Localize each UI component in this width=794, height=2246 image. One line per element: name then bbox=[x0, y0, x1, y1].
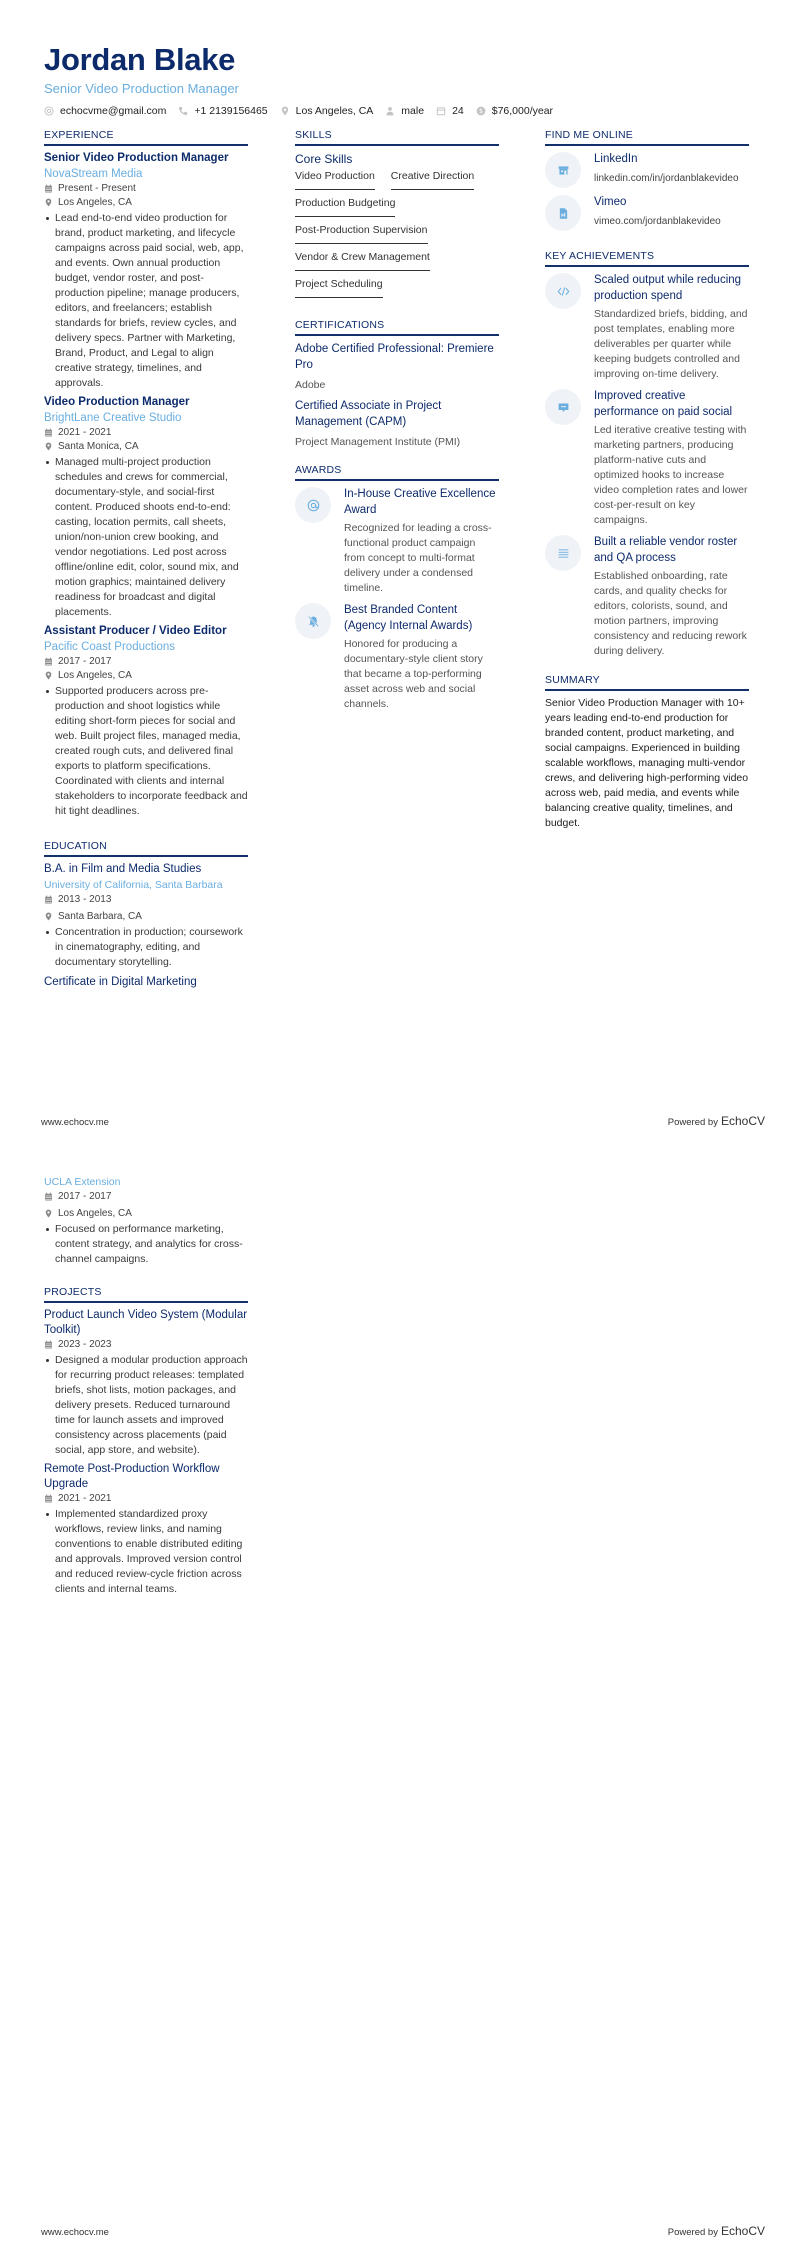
map-pin-icon bbox=[280, 106, 290, 116]
school-location bbox=[44, 1207, 248, 1221]
experience-entry bbox=[44, 624, 248, 819]
achievement-title: Built a reliable vendor roster and QA process bbox=[594, 536, 738, 564]
date-text: 2021 - 2021 bbox=[58, 1493, 112, 1504]
contact-salary bbox=[476, 104, 553, 118]
comment-icon bbox=[545, 389, 581, 425]
achievement-description: Led iterative creative testing with marketing partners, producing platform-native cuts and optimized hooks to increase video completion rates and lower cost-per-result on key campaigns. bbox=[594, 424, 748, 526]
date-range bbox=[44, 1190, 248, 1204]
section-title: FIND ME ONLINE bbox=[545, 128, 749, 146]
job-bullets bbox=[44, 684, 248, 819]
project-entry bbox=[44, 1462, 248, 1597]
education-bullets bbox=[44, 1222, 248, 1267]
achievement-title: Scaled output while reducing production spend bbox=[594, 274, 742, 302]
calendar-icon bbox=[44, 895, 54, 905]
achievement-entry bbox=[545, 388, 749, 528]
achievement-description: Standardized briefs, bidding, and post templates, enabling more deliverables per quarter while keeping budgets controlled and improving on-time delivery. bbox=[594, 308, 748, 380]
project-name: Remote Post-Production Workflow Upgrade bbox=[44, 1463, 220, 1490]
user-icon bbox=[385, 106, 395, 116]
at-sign-icon bbox=[44, 106, 54, 116]
bullet-item: Lead end-to-end video production for brand, product marketing, and lifecycle campaigns across paid social, web, app, and events. Own annual production budget, vendor roster, and post-production pipeline; manage producers, editors, and freelancers; establish standards for briefs, review cycles, and delivery specs. Partner with Marketing, Brand, Product, and Legal to align creative strategy, timelines, and approvals. bbox=[44, 211, 248, 391]
achievement-entry bbox=[545, 534, 749, 659]
date-range bbox=[44, 1338, 248, 1352]
bullet-item: Designed a modular production approach for recurring product releases: templated briefs, shot lists, motion packages, and delivery presets. Reduced turnaround time for launch assets and improved consistency across placements (paid social, app store, and website). bbox=[44, 1353, 248, 1458]
job-location bbox=[44, 440, 248, 454]
date-text: 2017 - 2017 bbox=[58, 656, 112, 667]
achievement-title: Improved creative performance on paid social bbox=[594, 390, 733, 418]
job-title: Assistant Producer / Video Editor bbox=[44, 625, 227, 637]
project-bullets bbox=[44, 1507, 248, 1597]
date-text: 2021 - 2021 bbox=[58, 427, 112, 438]
section-title: AWARDS bbox=[295, 463, 499, 481]
page-footer bbox=[41, 2224, 765, 2238]
bullet-item: Focused on performance marketing, content strategy, and analytics for cross-channel campaigns. bbox=[44, 1222, 248, 1267]
contact-age bbox=[436, 104, 464, 118]
phone-text: +1 2139156465 bbox=[194, 105, 268, 117]
resume-page-2 bbox=[0, 1123, 794, 2246]
summary-section bbox=[545, 673, 749, 831]
calendar-icon bbox=[44, 428, 54, 438]
company-name: NovaStream Media bbox=[44, 168, 143, 180]
email-text: echocvme@gmail.com bbox=[60, 105, 167, 117]
award-name: In-House Creative Excellence Award bbox=[344, 488, 496, 516]
skill-tag: Vendor & Crew Management bbox=[295, 250, 430, 271]
experience-entry bbox=[44, 151, 248, 391]
job-title: Video Production Manager bbox=[44, 396, 190, 408]
school-name: UCLA Extension bbox=[44, 1176, 121, 1188]
date-text: Present - Present bbox=[58, 183, 136, 194]
skills-list bbox=[295, 169, 499, 304]
certification-name: Certified Associate in Project Management (CAPM) bbox=[295, 400, 442, 428]
online-profile-entry[interactable] bbox=[545, 151, 749, 188]
skill-tag: Project Scheduling bbox=[295, 277, 383, 298]
location-text: Los Angeles, CA bbox=[58, 670, 132, 681]
education-entry-continued bbox=[44, 1174, 248, 1267]
achievement-description: Established onboarding, rate cards, and quality checks for editors, colorists, sound, and motion partners, improving consistency and reducing rework during delivery. bbox=[594, 570, 747, 657]
skill-tag: Creative Direction bbox=[391, 169, 474, 190]
map-pin-icon bbox=[44, 442, 54, 452]
certification-issuer: Adobe bbox=[295, 379, 326, 391]
calendar-icon bbox=[436, 106, 446, 116]
candidate-headline: Senior Video Production Manager bbox=[44, 81, 239, 96]
contact-gender bbox=[385, 104, 424, 118]
education-bullets bbox=[44, 925, 248, 970]
file-icon bbox=[545, 195, 581, 231]
award-description: Honored for producing a documentary-style client story that became a top-performing asset across web and social channels. bbox=[344, 638, 483, 710]
job-location bbox=[44, 669, 248, 683]
section-title: SUMMARY bbox=[545, 673, 749, 691]
contact-email[interactable] bbox=[44, 104, 166, 118]
calendar-icon bbox=[44, 1494, 54, 1504]
bullet-item: Implemented standardized proxy workflows, review links, and naming conventions to enable distributed editing and approvals. Improved version control and reduced review-cycle friction across clients and internal teams. bbox=[44, 1507, 248, 1597]
right-column bbox=[545, 128, 749, 845]
left-column bbox=[44, 128, 248, 1004]
resume-header bbox=[44, 42, 565, 118]
company-name: BrightLane Creative Studio bbox=[44, 412, 182, 424]
date-range bbox=[44, 426, 248, 440]
job-location bbox=[44, 196, 248, 210]
project-name: Product Launch Video System (Modular Toolkit) bbox=[44, 1309, 248, 1336]
list-icon bbox=[545, 535, 581, 571]
left-column-continued bbox=[44, 1174, 248, 1611]
footer-site-link[interactable]: www.echocv.me bbox=[41, 2227, 109, 2238]
date-range bbox=[44, 1492, 248, 1506]
experience-section bbox=[44, 128, 248, 819]
award-entry bbox=[295, 486, 499, 596]
candidate-name: Jordan Blake bbox=[44, 42, 236, 77]
job-bullets bbox=[44, 211, 248, 391]
job-bullets bbox=[44, 455, 248, 620]
skill-tag: Production Budgeting bbox=[295, 196, 395, 217]
school-name: University of California, Santa Barbara bbox=[44, 879, 223, 891]
store-icon bbox=[545, 152, 581, 188]
location-text: Santa Monica, CA bbox=[58, 441, 139, 452]
company-name: Pacific Coast Productions bbox=[44, 641, 176, 653]
section-title: SKILLS bbox=[295, 128, 499, 146]
svg-text:$: $ bbox=[478, 108, 483, 116]
bullet-item: Concentration in production; coursework in cinematography, editing, and documentary storytelling. bbox=[44, 925, 248, 970]
project-bullets bbox=[44, 1353, 248, 1458]
powered-by bbox=[668, 2224, 765, 2238]
profile-url[interactable]: linkedin.com/in/jordanblakevideo bbox=[594, 173, 739, 184]
certifications-section bbox=[295, 318, 499, 449]
section-title: EXPERIENCE bbox=[44, 128, 248, 146]
certification-issuer: Project Management Institute (PMI) bbox=[295, 436, 461, 448]
award-description: Recognized for leading a cross-functional product campaign from concept to multi-format delivery under a condensed timeline. bbox=[344, 522, 492, 594]
map-pin-icon bbox=[44, 198, 54, 208]
education-section bbox=[44, 839, 248, 990]
school-location bbox=[44, 910, 248, 924]
code-icon bbox=[545, 273, 581, 309]
achievement-entry bbox=[545, 272, 749, 382]
contact-phone[interactable] bbox=[178, 104, 267, 118]
online-profile-entry[interactable] bbox=[545, 194, 749, 231]
footer-site-link[interactable]: www.echocv.me bbox=[41, 1117, 109, 1128]
projects-section bbox=[44, 1285, 248, 1597]
phone-icon bbox=[178, 106, 188, 116]
age-text: 24 bbox=[452, 105, 464, 117]
profile-site-name: Vimeo bbox=[594, 196, 627, 208]
certification-name: Adobe Certified Professional: Premiere Pro bbox=[295, 343, 494, 371]
section-title: PROJECTS bbox=[44, 1285, 248, 1303]
map-pin-icon bbox=[44, 1209, 54, 1219]
at-sign-icon bbox=[295, 487, 331, 523]
award-entry bbox=[295, 602, 499, 712]
location-text: Los Angeles, CA bbox=[295, 105, 374, 117]
bullet-item: Supported producers across pre-production and shoot logistics while editing short-form pieces for social and web. Built project files, managed media, created rough cuts, and delivered final exports to platform specifications. Coordinated with clients and internal stakeholders to incorporate feedback and hit tight deadlines. bbox=[44, 684, 248, 819]
bell-slash-icon bbox=[295, 603, 331, 639]
section-title: CERTIFICATIONS bbox=[295, 318, 499, 336]
calendar-icon bbox=[44, 657, 54, 667]
profile-site-name: LinkedIn bbox=[594, 153, 638, 165]
location-text: Los Angeles, CA bbox=[58, 1208, 132, 1219]
map-pin-icon bbox=[44, 671, 54, 681]
contact-row bbox=[44, 104, 565, 118]
skill-group-title: Core Skills bbox=[295, 152, 353, 166]
achievements-section bbox=[545, 249, 749, 659]
brand-link[interactable]: EchoCV bbox=[720, 2224, 765, 2238]
calendar-icon bbox=[44, 1340, 54, 1350]
date-range bbox=[44, 893, 248, 907]
online-section bbox=[545, 128, 749, 231]
awards-section bbox=[295, 463, 499, 712]
dollar-circle-icon bbox=[476, 106, 486, 116]
degree-title: Certificate in Digital Marketing bbox=[44, 976, 197, 988]
calendar-icon bbox=[44, 184, 54, 194]
calendar-icon bbox=[44, 1192, 54, 1202]
map-pin-icon bbox=[44, 912, 54, 922]
skills-section bbox=[295, 128, 499, 304]
location-text: Los Angeles, CA bbox=[58, 197, 132, 208]
award-name: Best Branded Content (Agency Internal Awards) bbox=[344, 604, 473, 632]
skill-tag: Post-Production Supervision bbox=[295, 223, 428, 244]
experience-entry bbox=[44, 395, 248, 620]
contact-location bbox=[280, 104, 374, 118]
bullet-item: Managed multi-project production schedules and crews for commercial, documentary-style, and social-first content. Produced shoots end-to-end: casting, location permits, call sheets, union/non-union crew booking, and vendor negotiations. Led post across offline/online edit, color, sound mix, and motion graphics; maintained delivery readiness for broadcast and digital placements. bbox=[44, 455, 248, 620]
degree-title: B.A. in Film and Media Studies bbox=[44, 863, 202, 875]
brand-link[interactable]: EchoCV bbox=[720, 1114, 765, 1128]
salary-text: $76,000/year bbox=[491, 105, 554, 117]
date-text: 2013 - 2013 bbox=[58, 894, 112, 905]
date-range bbox=[44, 182, 248, 196]
middle-column bbox=[295, 128, 499, 726]
powered-by-label: Powered by bbox=[667, 2227, 718, 2238]
location-text: Santa Barbara, CA bbox=[58, 911, 142, 922]
date-range bbox=[44, 655, 248, 669]
education-entry bbox=[44, 862, 248, 970]
gender-text: male bbox=[401, 105, 425, 117]
date-text: 2023 - 2023 bbox=[58, 1339, 112, 1350]
date-text: 2017 - 2017 bbox=[58, 1191, 112, 1202]
powered-by-label: Powered by bbox=[667, 1117, 718, 1128]
profile-url[interactable]: vimeo.com/jordanblakevideo bbox=[594, 216, 721, 227]
section-title: KEY ACHIEVEMENTS bbox=[545, 249, 749, 267]
job-title: Senior Video Production Manager bbox=[44, 152, 229, 164]
project-entry bbox=[44, 1308, 248, 1458]
skill-tag: Video Production bbox=[295, 169, 375, 190]
summary-text: Senior Video Production Manager with 10+ years leading end-to-end production for branded content, product marketing, and social campaigns. Experienced in building scalable workflows, managing multi-vendor crews, and delivering high-performing video across web, paid media, and events while balancing creative quality, timelines, and budget. bbox=[545, 697, 749, 829]
section-title: EDUCATION bbox=[44, 839, 248, 857]
